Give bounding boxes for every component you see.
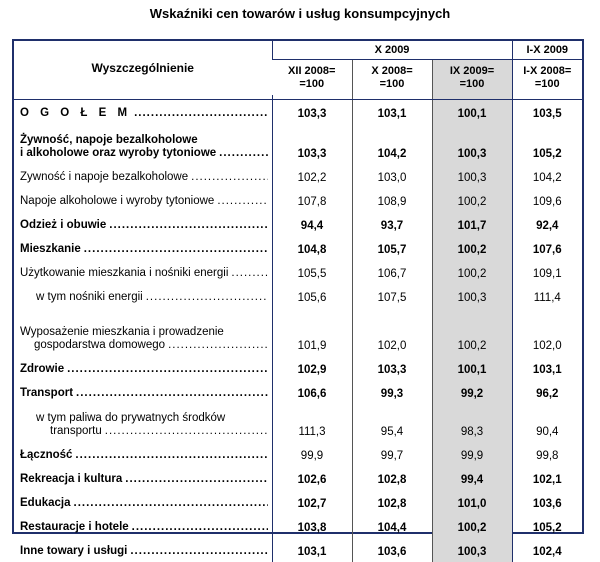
price-index-table-frame: [12, 39, 584, 558]
table-row: [14, 538, 582, 562]
table-row: [14, 356, 582, 380]
table-row: [14, 442, 582, 466]
cell-value: 102,6: [272, 466, 352, 490]
cell-value: 105,2: [512, 124, 582, 164]
cell-value: 102,8: [352, 490, 432, 514]
row-label: Inne towary i usługi: [20, 544, 128, 557]
cell-value: 104,8: [272, 236, 352, 260]
cell-value: 93,7: [352, 212, 432, 236]
table-row: [14, 260, 582, 284]
cell-value: 107,6: [512, 236, 582, 260]
cell-value: 103,1: [352, 100, 432, 124]
cell-value: 109,6: [512, 188, 582, 212]
cell-value: 98,3: [432, 404, 512, 442]
cell-value: 102,1: [512, 466, 582, 490]
table-row: [14, 284, 582, 308]
row-label: w tym nośniki energii: [36, 290, 143, 303]
cell-value: 101,0: [432, 490, 512, 514]
cell-value: 100,2: [432, 236, 512, 260]
price-index-table: [14, 41, 582, 562]
cell-value: 100,2: [432, 514, 512, 538]
cell-value: 103,6: [512, 490, 582, 514]
row-label-ogolem: O G Ó Ł E M: [20, 106, 132, 119]
cell-value: 103,0: [352, 164, 432, 188]
cell-value: 100,3: [432, 538, 512, 562]
row-label: Napoje alkoholowe i wyroby tytoniowe: [20, 194, 215, 207]
cell-value: 100,2: [432, 188, 512, 212]
row-label-line1: Wyposażenie mieszkania i prowadzenie: [20, 325, 224, 338]
row-label: Rekreacja i kultura: [20, 472, 123, 485]
cell-value: 101,7: [432, 212, 512, 236]
cell-value: 102,7: [272, 490, 352, 514]
cell-value: 96,2: [512, 380, 582, 404]
header-sub-3: IX 2009= =100: [432, 60, 512, 96]
row-label-line2: gospodarstwa domowego: [34, 338, 166, 351]
cell-value: 101,9: [272, 308, 352, 356]
table-row: [14, 188, 582, 212]
cell-value: 109,1: [512, 260, 582, 284]
header-sub-1: XII 2008= =100: [288, 64, 336, 90]
cell-value: 104,2: [352, 124, 432, 164]
row-label: Łączność: [20, 448, 73, 461]
table-row: [14, 164, 582, 188]
cell-value: 100,2: [432, 260, 512, 284]
table-row: [14, 466, 582, 490]
table-row: [14, 308, 582, 356]
row-label: Transport: [20, 386, 74, 399]
table-row: [14, 404, 582, 442]
cell-value: 105,6: [272, 284, 352, 308]
cell-value: 104,4: [352, 514, 432, 538]
header-group-x-2009: X 2009: [272, 41, 512, 60]
page-title: Wskaźniki cen towarów i usług konsumpcyjnych: [149, 6, 451, 21]
table-row: [14, 490, 582, 514]
cell-value: 104,2: [512, 164, 582, 188]
cell-value: 100,3: [432, 164, 512, 188]
row-label: Restauracje i hotele: [20, 520, 129, 533]
row-label-line2: transportu: [50, 424, 102, 437]
cell-value: 99,8: [512, 442, 582, 466]
row-label-line2: i alkoholowe oraz wyroby tytoniowe: [20, 146, 217, 159]
row-label: Zdrowie: [20, 362, 65, 375]
cell-value: 107,8: [272, 188, 352, 212]
header-group-i-x-2009: I-X 2009: [512, 41, 582, 60]
cell-value: 100,1: [432, 356, 512, 380]
cell-value: 100,3: [432, 284, 512, 308]
cell-value: 103,1: [272, 538, 352, 562]
table-row: [14, 100, 582, 124]
header-sub-4: I-X 2008= =100: [512, 60, 582, 96]
cell-value: 103,6: [352, 538, 432, 562]
cell-value: 105,2: [512, 514, 582, 538]
cell-value: 103,3: [272, 100, 352, 124]
cell-value: 100,1: [432, 100, 512, 124]
cell-value: 103,5: [512, 100, 582, 124]
table-row: [14, 380, 582, 404]
header-sub-2: X 2008= =100: [352, 60, 432, 96]
cell-value: 102,2: [272, 164, 352, 188]
row-label: Mieszkanie: [20, 242, 81, 255]
cell-value: 102,0: [512, 308, 582, 356]
cell-value: 99,3: [352, 380, 432, 404]
cell-value: 103,3: [352, 356, 432, 380]
table-row: [14, 514, 582, 538]
cell-value: 100,3: [432, 124, 512, 164]
row-label: Żywność i napoje bezalkoholowe: [20, 170, 189, 183]
header-wyszczegolnienie: Wyszczególnienie: [91, 61, 194, 75]
cell-value: 99,4: [432, 466, 512, 490]
row-label: Odzież i obuwie: [20, 218, 107, 231]
cell-value: 99,9: [272, 442, 352, 466]
cell-value: 102,0: [352, 308, 432, 356]
cell-value: 102,8: [352, 466, 432, 490]
cell-value: 107,5: [352, 284, 432, 308]
cell-value: 92,4: [512, 212, 582, 236]
cell-value: 103,3: [272, 124, 352, 164]
cell-value: 99,7: [352, 442, 432, 466]
row-label-line1: w tym paliwa do prywatnych środków: [36, 411, 226, 424]
cell-value: 99,2: [432, 380, 512, 404]
cell-value: 108,9: [352, 188, 432, 212]
row-label: Edukacja: [20, 496, 71, 509]
cell-value: 111,4: [512, 284, 582, 308]
cell-value: 111,3: [272, 404, 352, 442]
table-row: [14, 212, 582, 236]
row-label-line1: Żywność, napoje bezalkoholowe: [20, 133, 198, 146]
cell-value: 102,9: [272, 356, 352, 380]
cell-value: 106,6: [272, 380, 352, 404]
cell-value: 105,5: [272, 260, 352, 284]
cell-value: 95,4: [352, 404, 432, 442]
cell-value: 103,1: [512, 356, 582, 380]
cell-value: 99,9: [432, 442, 512, 466]
cell-value: 106,7: [352, 260, 432, 284]
cell-value: 103,8: [272, 514, 352, 538]
cell-value: 105,7: [352, 236, 432, 260]
cell-value: 94,4: [272, 212, 352, 236]
table-row: [14, 236, 582, 260]
table-row: [14, 124, 582, 164]
cell-value: 90,4: [512, 404, 582, 442]
cell-value: 100,2: [432, 308, 512, 356]
cell-value: 102,4: [512, 538, 582, 562]
row-label: Użytkowanie mieszkania i nośniki energii: [20, 266, 229, 279]
